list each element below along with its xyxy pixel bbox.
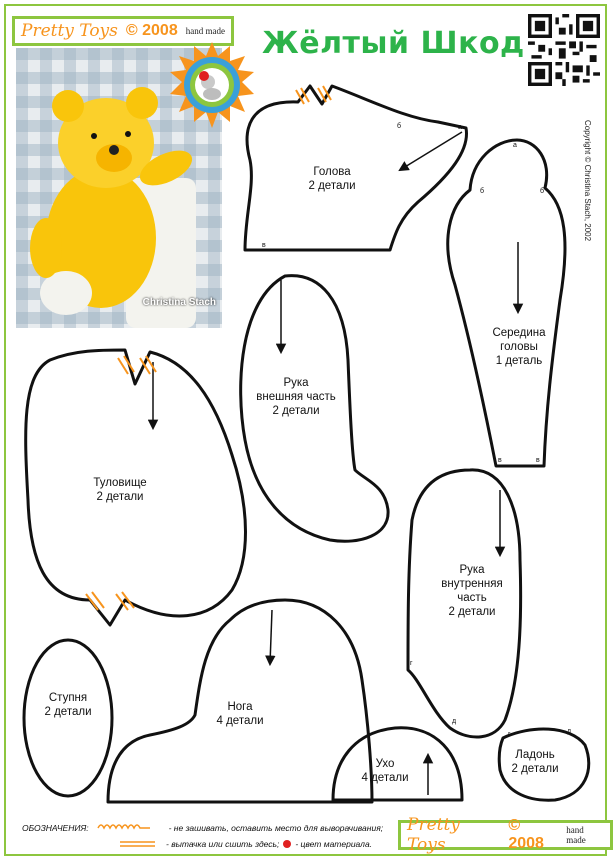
dart-marks — [86, 86, 331, 610]
legend-no-sew: - не зашивать, оставить место для выворачивания; — [168, 823, 384, 833]
brand-logo: Pretty Toys — [21, 21, 118, 41]
label-palm: Ладонь 2 детали — [511, 749, 559, 775]
legend-label: ОБОЗНАЧЕНИЯ: — [22, 823, 89, 833]
label-head: Голова 2 детали — [308, 166, 356, 192]
leg-grain-arrow — [270, 610, 272, 664]
point-v-head: в — [262, 242, 266, 249]
point-d-arm: д — [452, 718, 457, 725]
legend-dart: - вытачка или сшить здесь; — [166, 839, 280, 849]
point-d-palm: д — [567, 728, 572, 735]
label-leg: Нога 4 детали — [216, 701, 264, 727]
label-body: Туловище 2 детали — [93, 477, 147, 503]
brand-footer-copyright: © 2008 — [508, 817, 544, 852]
brand-footer-tagline: hand made — [566, 825, 586, 845]
label-arm-outer: Рука внешняя часть 2 детали — [256, 377, 336, 417]
brand-copyright: © 2008 — [125, 22, 178, 39]
point-g-palm: г — [508, 731, 511, 738]
legend — [22, 820, 383, 852]
point-a-head: а — [458, 124, 462, 131]
point-v-middle-right: в — [536, 457, 540, 464]
brand-tagline: hand made — [185, 26, 225, 36]
red-dot-icon — [283, 840, 291, 848]
point-a-middle: а — [513, 142, 517, 149]
point-b-middle-left: б — [480, 188, 485, 195]
piece-head-outline — [245, 86, 467, 250]
brand-footer — [398, 815, 613, 855]
point-b-middle-right: б — [540, 188, 545, 195]
vertical-copyright: Copyright © Christina Stach, 2002 — [583, 120, 592, 242]
page-title: Жёлтый Шкод — [262, 26, 525, 61]
label-arm-inner: Рука внутренняя часть 2 детали — [441, 564, 503, 618]
label-foot: Ступня 2 детали — [44, 692, 92, 718]
point-v-middle-left: в — [498, 457, 502, 464]
legend-color: - цвет материала. — [295, 839, 373, 849]
point-b-head: б — [397, 123, 402, 130]
label-head-middle: Середина головы 1 деталь — [492, 327, 546, 367]
label-ear: Ухо 4 детали — [361, 758, 409, 784]
brand-footer-logo: Pretty Toys — [407, 815, 460, 855]
photo-caption: Christina Stach — [142, 297, 216, 308]
point-g-arm: г — [410, 660, 413, 667]
piece-head-middle-outline — [448, 140, 565, 466]
